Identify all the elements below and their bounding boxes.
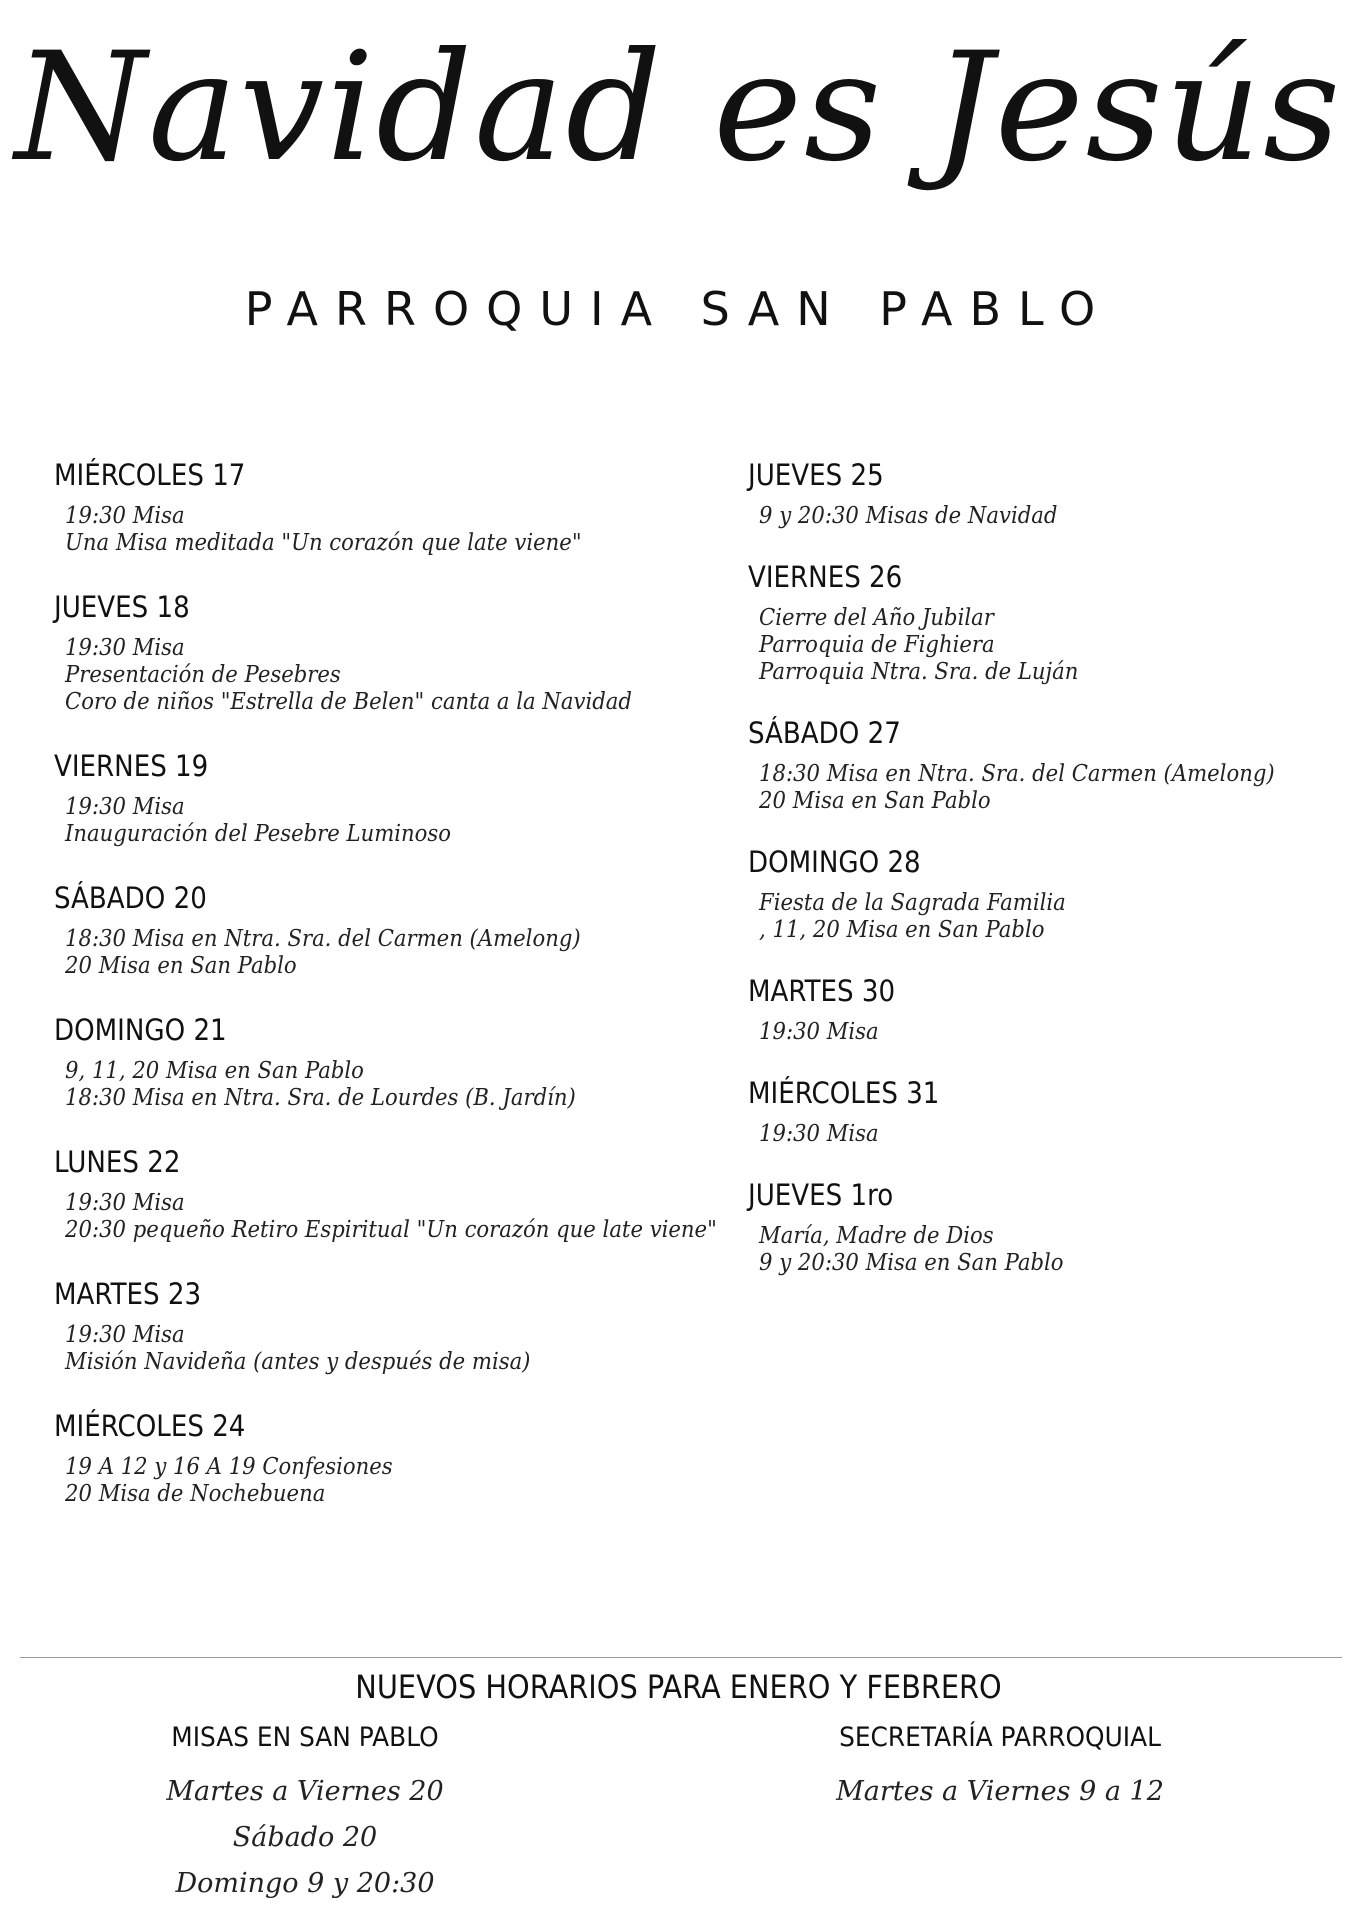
event-line: Cierre del Año Jubilar xyxy=(759,605,994,631)
masses-line: Sábado 20 xyxy=(232,1822,378,1853)
masses-heading: MISAS EN SAN PABLO xyxy=(171,1722,439,1753)
event-line: María, Madre de Dios xyxy=(759,1223,994,1249)
event-line: 19:30 Misa xyxy=(65,1322,185,1348)
day-heading: LUNES 22 xyxy=(54,1145,181,1179)
office-schedule xyxy=(800,1722,1200,1815)
day-heading: JUEVES 1ro xyxy=(748,1178,894,1212)
day-heading: SÁBADO 20 xyxy=(54,881,207,915)
event-line: Fiesta de la Sagrada Familia xyxy=(759,890,1066,916)
event-line: 20 Misa en San Pablo xyxy=(759,788,991,814)
day-block xyxy=(54,1143,717,1244)
day-heading: MARTES 23 xyxy=(54,1277,202,1311)
day-block xyxy=(748,1176,1328,1277)
event-line: Inauguración del Pesebre Luminoso xyxy=(65,821,452,847)
page-title: Navidad es Jesús xyxy=(14,21,1343,195)
masses-line: Domingo 9 y 20:30 xyxy=(175,1868,435,1899)
event-line: Presentación de Pesebres xyxy=(65,662,341,688)
masses-schedule xyxy=(130,1722,480,1907)
event-line: 18:30 Misa en Ntra. Sra. del Carmen (Amelong) xyxy=(759,761,1275,787)
event-line: 19:30 Misa xyxy=(65,794,185,820)
day-block xyxy=(54,747,694,848)
schedule-right-column xyxy=(748,456,1328,1305)
event-line: 19:30 Misa xyxy=(65,1190,185,1216)
day-block xyxy=(54,879,694,980)
event-line: 20 Misa en San Pablo xyxy=(65,953,297,979)
event-line: 9 y 20:30 Misa en San Pablo xyxy=(759,1250,1064,1276)
day-heading: DOMINGO 21 xyxy=(54,1013,227,1047)
day-heading: VIERNES 26 xyxy=(748,560,903,594)
event-line: Parroquia Ntra. Sra. de Luján xyxy=(759,659,1079,685)
day-heading: JUEVES 25 xyxy=(748,458,884,492)
event-line: 19:30 Misa xyxy=(65,635,185,661)
day-heading: DOMINGO 28 xyxy=(748,845,921,879)
day-heading: JUEVES 18 xyxy=(54,590,190,624)
day-heading: MARTES 30 xyxy=(748,974,896,1008)
office-heading: SECRETARÍA PARROQUIAL xyxy=(839,1722,1161,1753)
day-block xyxy=(54,1011,694,1112)
event-line: , 11, 20 Misa en San Pablo xyxy=(759,917,1045,943)
day-block xyxy=(748,843,1328,944)
day-heading: MIÉRCOLES 24 xyxy=(54,1409,246,1443)
section-divider xyxy=(20,1657,1342,1658)
event-line: 19:30 Misa xyxy=(759,1019,879,1045)
schedule-left-column xyxy=(54,456,717,1539)
event-line: Misión Navideña (antes y después de misa) xyxy=(65,1349,531,1375)
day-block xyxy=(54,1275,694,1376)
new-schedule-title: NUEVOS HORARIOS PARA ENERO Y FEBRERO xyxy=(355,1668,1002,1706)
event-line: Coro de niños "Estrella de Belen" canta a la Navidad xyxy=(65,689,632,715)
day-block xyxy=(748,456,1328,530)
day-block xyxy=(748,972,1328,1046)
day-block xyxy=(748,558,1328,686)
event-line: 20 Misa de Nochebuena xyxy=(65,1481,326,1507)
event-line: 19 A 12 y 16 A 19 Confesiones xyxy=(65,1454,393,1480)
event-line: 9, 11, 20 Misa en San Pablo xyxy=(65,1058,364,1084)
event-line: 18:30 Misa en Ntra. Sra. del Carmen (Amelong) xyxy=(65,926,581,952)
event-line: 19:30 Misa xyxy=(759,1121,879,1147)
masses-line: Martes a Viernes 20 xyxy=(166,1776,444,1807)
event-line: 9 y 20:30 Misas de Navidad xyxy=(759,503,1058,529)
event-line: Una Misa meditada "Un corazón que late viene" xyxy=(65,530,582,556)
event-line: Parroquia de Fighiera xyxy=(759,632,995,658)
day-block xyxy=(748,1074,1328,1148)
day-block xyxy=(748,714,1328,815)
day-block xyxy=(54,456,694,557)
event-line: 20:30 pequeño Retiro Espiritual "Un corazón que late viene" xyxy=(65,1217,717,1243)
day-block xyxy=(54,1407,694,1508)
event-line: 19:30 Misa xyxy=(65,503,185,529)
day-heading: MIÉRCOLES 17 xyxy=(54,458,246,492)
parish-name: PARROQUIA SAN PABLO xyxy=(244,282,1113,336)
day-block xyxy=(54,588,694,716)
day-heading: MIÉRCOLES 31 xyxy=(748,1076,940,1110)
event-line: 18:30 Misa en Ntra. Sra. de Lourdes (B. Jardín) xyxy=(65,1085,576,1111)
day-heading: VIERNES 19 xyxy=(54,749,209,783)
day-heading: SÁBADO 27 xyxy=(748,716,901,750)
office-line: Martes a Viernes 9 a 12 xyxy=(836,1776,1164,1807)
